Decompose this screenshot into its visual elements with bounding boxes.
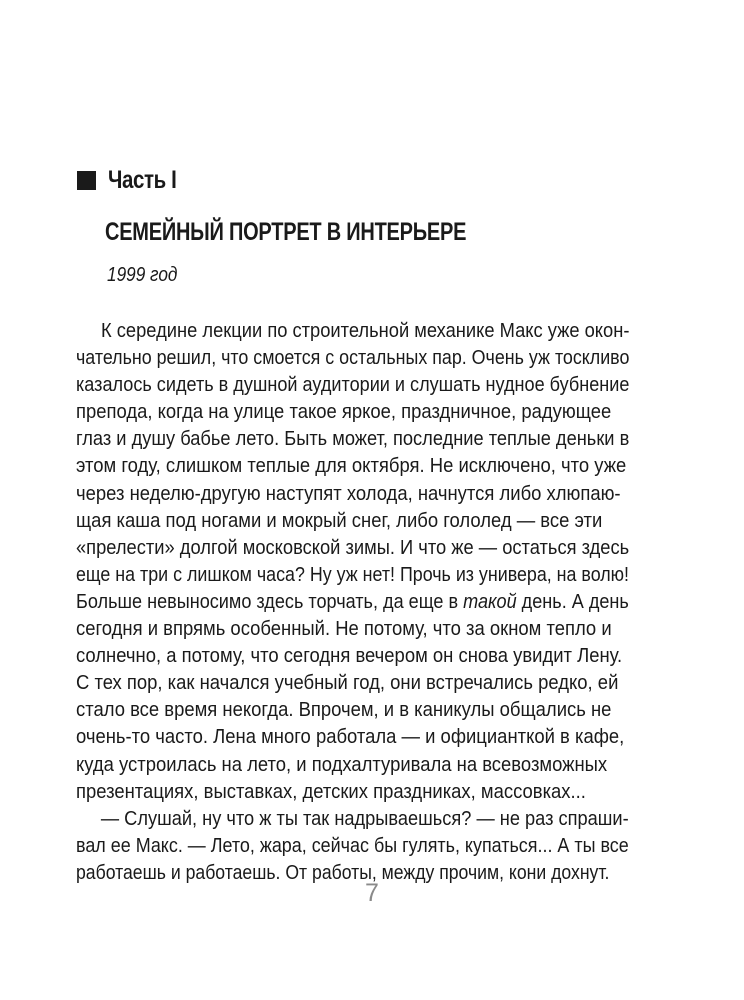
- part-heading: [77, 166, 191, 195]
- text-line: очень-то часто. Лена много работала — и официанткой в кафе,: [76, 725, 625, 749]
- page-number: 7: [365, 879, 379, 907]
- chapter-year: 1999 год: [107, 264, 178, 286]
- part-marker-square: [77, 171, 96, 190]
- text-line: чательно решил, что смоется с остальных пар. Очень уж тоскливо: [76, 346, 630, 370]
- text-line: [76, 588, 629, 615]
- text-line: солнечно, а потому, что сегодня вечером он снова увидит Лену.: [76, 644, 623, 668]
- text-line: — Слушай, ну что ж ты так надрываешься? — не раз спраши-: [100, 806, 629, 830]
- chapter-title: СЕМЕЙНЫЙ ПОРТРЕТ В ИНТЕРЬЕРЕ: [105, 218, 467, 246]
- body-text: [76, 317, 629, 886]
- text-line: стало все время некогда. Впрочем, и в каникулы общались не: [76, 698, 612, 722]
- text-segment: день. А день: [516, 589, 629, 613]
- text-line: через неделю-другую наступят холода, начнутся либо хлюпаю-: [76, 481, 621, 505]
- text-line: препода, когда на улице такое яркое, праздничное, радующее: [76, 400, 612, 424]
- text-line: «прелести» долгой московской зимы. И что же — остаться здесь: [76, 535, 630, 559]
- text-line: презентациях, выставках, детских праздниках, массовках...: [76, 779, 586, 803]
- emphasis-text: такой: [463, 589, 517, 613]
- text-line: работаешь и работаешь. От работы, между прочим, кони дохнут.: [76, 860, 610, 884]
- text-line: куда устроилась на лето, и подхалтуривала на всевозможных: [76, 752, 608, 776]
- text-line: казалось сидеть в душной аудитории и слушать нудное бубнение: [76, 373, 630, 397]
- text-line: глаз и душу бабье лето. Быть может, последние теплые деньки в: [76, 427, 630, 451]
- text-line: С тех пор, как начался учебный год, они встречались редко, ей: [76, 671, 619, 695]
- text-line: этом году, слишком теплые для октября. Не исключено, что уже: [76, 454, 627, 478]
- text-line: щая каша под ногами и мокрый снег, либо гололед — все эти: [76, 508, 603, 532]
- text-segment: Больше невыносимо здесь торчать, да еще в: [76, 589, 464, 613]
- text-line: сегодня и впрямь особенный. Не потому, что за окном тепло и: [76, 617, 612, 641]
- text-line: еще на три с лишком часа? Ну уж нет! Прочь из универа, на волю!: [76, 562, 630, 586]
- part-title: Часть I: [108, 166, 177, 194]
- text-line: вал ее Макс. — Лето, жара, сейчас бы гулять, купаться... А ты все: [76, 833, 629, 857]
- text-line: К середине лекции по строительной механике Макс уже окон-: [101, 319, 630, 342]
